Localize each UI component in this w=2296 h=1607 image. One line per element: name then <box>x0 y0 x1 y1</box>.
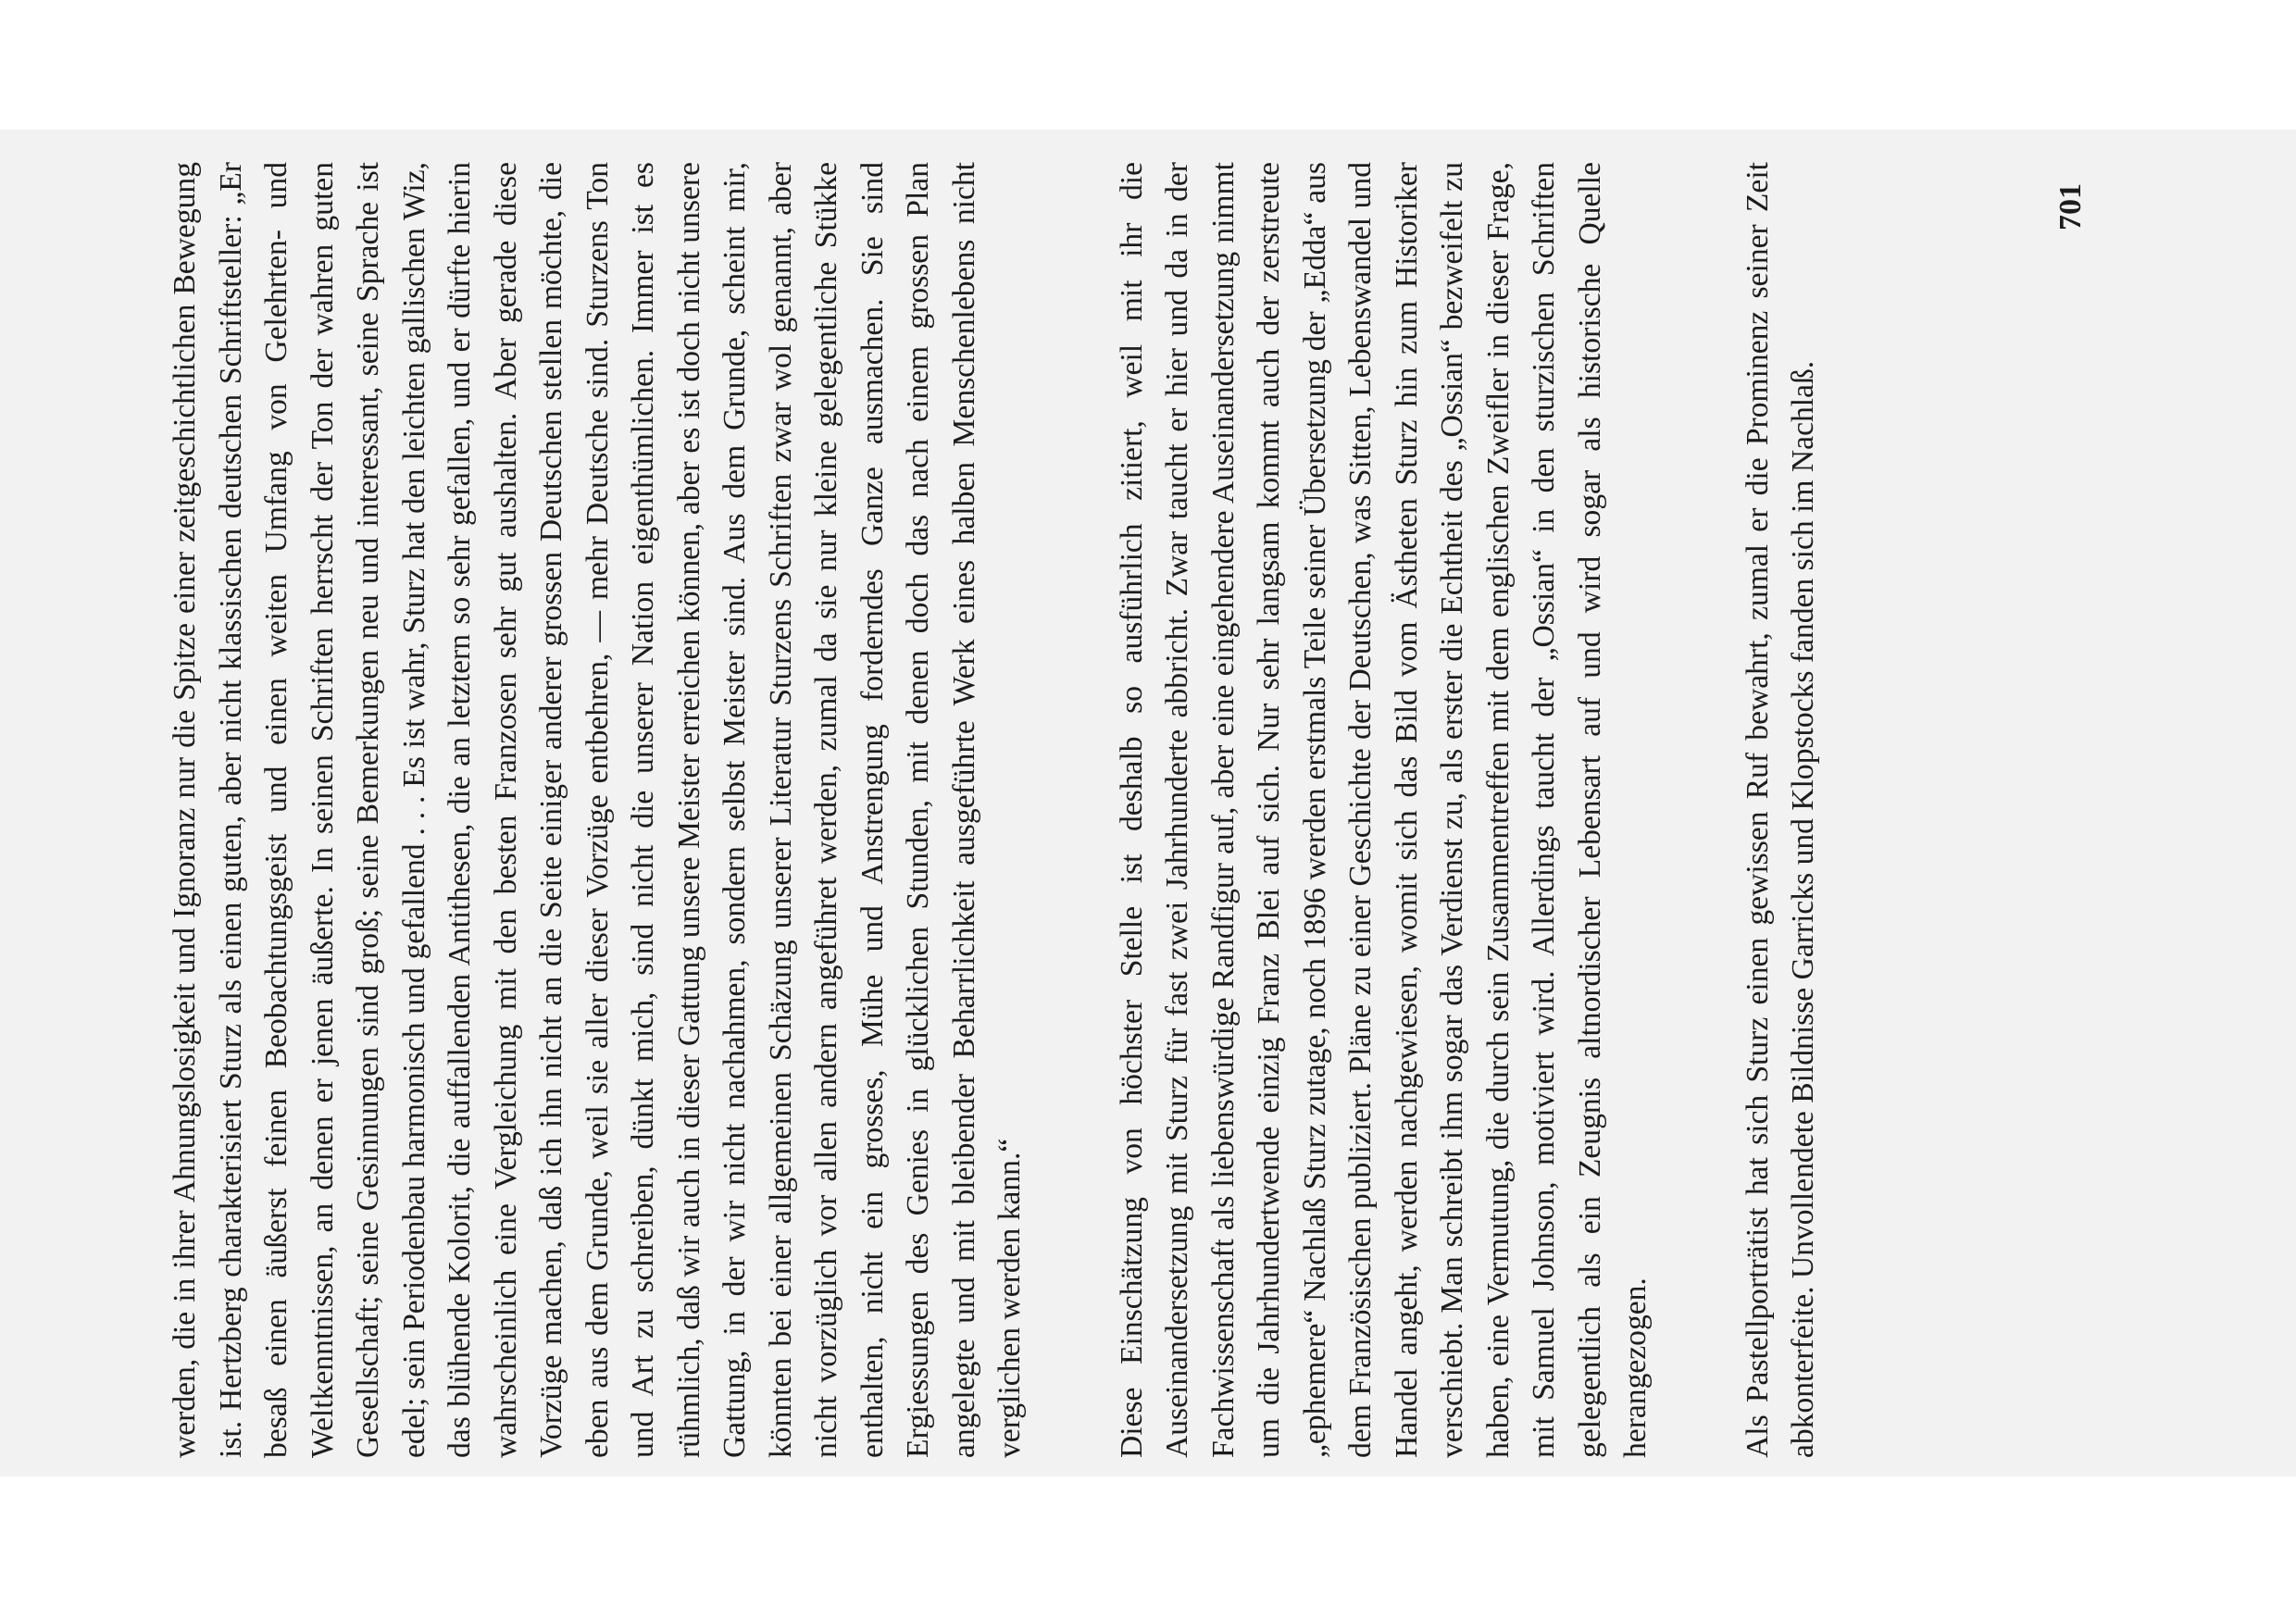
paragraph-3: Als Pastellporträtist hat sich Sturz einen gewissen Ruf bewahrt, zumal er die Prominenz seiner Zeit abkonterfeite. Unvollendete Bildnisse Garricks und Klopstocks fanden sich im Nachlaß. <box>1740 162 1820 1458</box>
page-number: 701 <box>2053 183 2088 230</box>
paragraph-2: Diese Einschätzung von höchster Stelle ist deshalb so ausführlich zitiert, weil mit ihr die Auseinandersetzung mit Sturz für fast zwei Jahrhunderte abbricht. Zwar taucht er hier und da in der Fachwissenschaft als liebenswürdige Randfigur auf, aber eine eingehendere Auseinandersetzung nimmt um die Jahrhundertwende einzig Franz Blei auf sich. Nur sehr langsam kommt auch der zerstreute „ephemere“ Nachlaß Sturz zutage, noch 1896 werden erstmals Teile seiner Übersetzung der „Edda“ aus dem Französischen publiziert. Pläne zu einer Geschichte der Deutschen, was Sitten, Lebenswandel und Handel angeht, werden nachgewiesen, womit sich das Bild vom Ästheten Sturz hin zum Historiker verschiebt. Man schreibt ihm sogar das Verdienst zu, als erster die Echtheit des „Ossian“ bezweifelt zu haben, eine Vermutung, die durch sein Zusammentreffen mit dem englischen Zweifler in dieser Frage, mit Samuel Johnson, motiviert wird. Allerdings taucht der „Ossian“ in den sturzischen Schriften gelegentlich als ein Zeugnis altnordischer Lebensart auf und wird sogar als historische Quelle herangezogen. <box>1114 162 1653 1458</box>
body-text <box>162 162 1827 1458</box>
paragraph-1: werden, die in ihrer Ahnungslosigkeit und Ignoranz nur die Spitze einer zeitgeschichtlichen Bewegung ist. Hertzberg charakterisiert Sturz als einen guten, aber nicht klassischen deutschen Schriftsteller: „Er besaß einen äußerst feinen Beobachtungsgeist und einen weiten Umfang von Gelehrten- und Weltkenntnissen, an denen er jenen äußerte. In seinen Schriften herrscht der Ton der wahren guten Gesellschaft; seine Gesinnungen sind groß; seine Bemerkungen neu und interessant, seine Sprache ist edel; sein Periodenbau harmonisch und gefallend . . . Es ist wahr, Sturz hat den leichten gallischen Wiz, das blühende Kolorit, die auffallenden Antithesen, die an letztern so sehr gefallen, und er dürfte hierin wahrscheinlich eine Vergleichung mit den besten Franzosen sehr gut aushalten. Aber gerade diese Vorzüge machen, daß ich ihn nicht an die Seite einiger anderer grossen Deutschen stellen möchte, die eben aus dem Grunde, weil sie aller dieser Vorzüge entbehren, — mehr Deutsche sind. Sturzens Ton und Art zu schreiben, dünkt mich, sind nicht die unserer Nation eigenthümlichen. Immer ist es rühmlich, daß wir auch in dieser Gattung unsere Meister erreichen können, aber es ist doch nicht unsere Gattung, in der wir nicht nachahmen, sondern selbst Meister sind. Aus dem Grunde, scheint mir, könnten bei einer allgemeinen Schäzung unserer Literatur Sturzens Schriften zwar wol genannt, aber nicht vorzüglich vor allen andern angeführet werden, zumal da sie nur kleine gelegentliche Stükke enthalten, nicht ein grosses, Mühe und Anstrengung forderndes Ganze ausmachen. Sie sind Ergiessungen des Genies in glücklichen Stunden, mit denen doch das nach einem grossen Plan angelegte und mit bleibender Beharrlichkeit ausgeführte Werk eines halben Menschenlebens nicht verglichen werden kann.“ <box>168 162 1027 1458</box>
rotated-text-block <box>162 162 2106 1458</box>
